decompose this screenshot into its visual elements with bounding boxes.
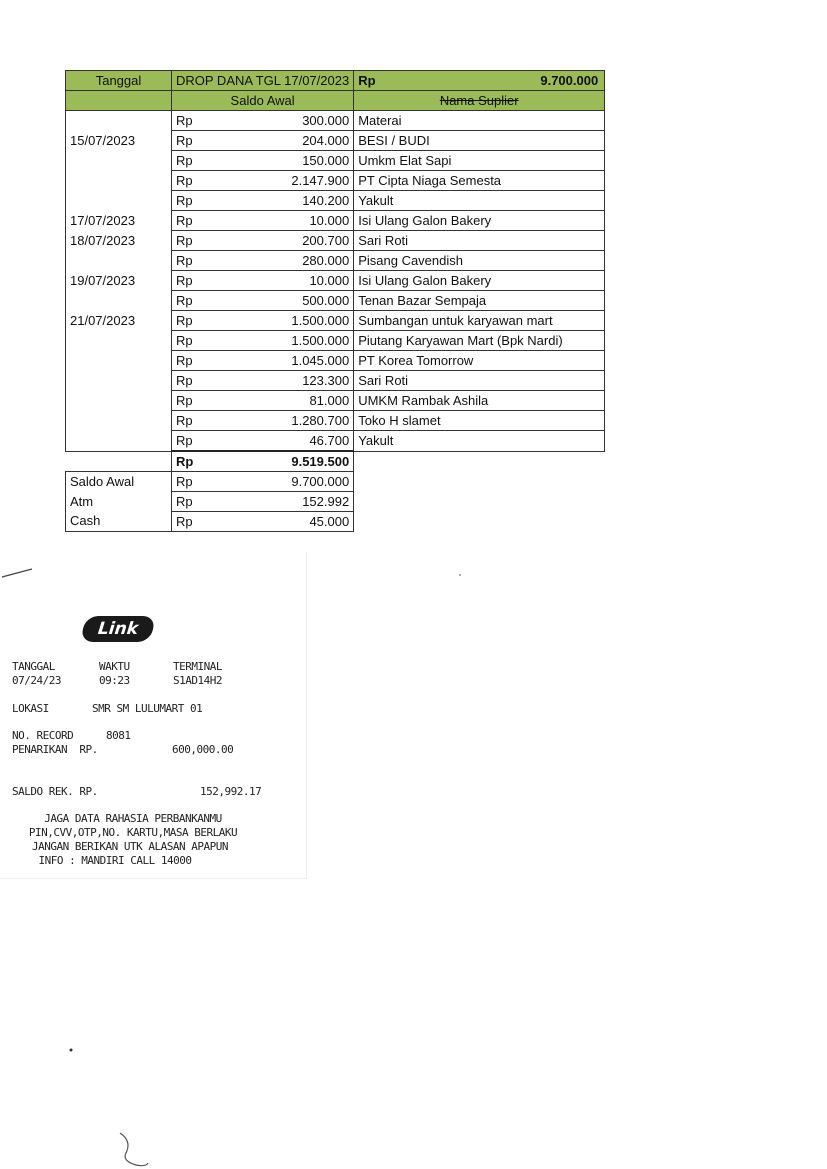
amount-cell: 300.000 [207, 111, 354, 131]
receipt-penarikan: 600,000.00 [172, 743, 234, 756]
supplier-cell: Sari Roti [354, 231, 605, 251]
currency-cell: Rp [172, 271, 208, 291]
date-cell: 21/07/2023 [66, 311, 172, 331]
date-cell: 15/07/2023 [66, 131, 172, 151]
supplier-cell: Tenan Bazar Sempaja [354, 291, 605, 311]
supplier-cell: Yakult [354, 431, 605, 452]
summary-currency-cell: Rp [172, 492, 208, 512]
amount-cell: 1.045.000 [207, 351, 354, 371]
dust-dot [70, 1049, 73, 1052]
receipt-footer-line-3: JANGAN BERIKAN UTK ALASAN APAPUN [32, 840, 228, 853]
drop-rp-label: Rp [358, 72, 376, 88]
summary-amount-cell: 152.992 [207, 492, 354, 512]
currency-cell: Rp [172, 391, 208, 411]
summary-label-cell: Cash [66, 512, 172, 532]
amount-cell: 10.000 [207, 211, 354, 231]
amount-cell: 200.700 [207, 231, 354, 251]
amount-cell: 46.700 [207, 431, 354, 452]
supplier-cell: Isi Ulang Galon Bakery [354, 211, 605, 231]
supplier-cell: Sari Roti [354, 371, 605, 391]
dust-dot [459, 574, 461, 576]
receipt-footer-line-1: JAGA DATA RAHASIA PERBANKANMU [44, 812, 222, 825]
receipt-record-label: NO. RECORD [12, 729, 74, 742]
saldo-awal-header: Saldo Awal [172, 91, 354, 111]
summary-amount-cell: 45.000 [207, 512, 354, 532]
currency-cell: Rp [172, 291, 208, 311]
currency-cell: Rp [172, 431, 208, 452]
receipt-lokasi-label: LOKASI [12, 702, 49, 715]
currency-cell: Rp [172, 211, 208, 231]
supplier-cell: Sumbangan untuk karyawan mart [354, 311, 605, 331]
receipt-saldo: 152,992.17 [200, 785, 262, 798]
receipt-terminal-label: TERMINAL [173, 660, 222, 673]
drop-amount-value: 9.700.000 [540, 72, 599, 88]
date-cell: 18/07/2023 [66, 231, 172, 251]
supplier-cell: PT Cipta Niaga Semesta [354, 171, 605, 191]
amount-cell: 1.500.000 [207, 331, 354, 351]
currency-cell: Rp [172, 171, 208, 191]
drop-dana-header: DROP DANA TGL 17/07/2023 [172, 71, 354, 91]
supplier-cell: UMKM Rambak Ashila [354, 391, 605, 411]
supplier-cell: Pisang Cavendish [354, 251, 605, 271]
receipt-saldo-label: SALDO REK. RP. [12, 785, 98, 798]
total-amount-cell: 9.519.500 [207, 451, 354, 472]
summary-label-cell: Saldo Awal [66, 472, 172, 492]
amount-cell: 280.000 [207, 251, 354, 271]
currency-cell: Rp [172, 371, 208, 391]
date-cell: 17/07/2023 [66, 211, 172, 231]
date-cell: 19/07/2023 [66, 271, 172, 291]
supplier-cell: PT Korea Tomorrow [354, 351, 605, 371]
amount-cell: 140.200 [207, 191, 354, 211]
currency-cell: Rp [172, 351, 208, 371]
currency-cell: Rp [172, 411, 208, 431]
currency-cell: Rp [172, 231, 208, 251]
amount-cell: 2.147.900 [207, 171, 354, 191]
currency-cell: Rp [172, 331, 208, 351]
receipt-tanggal: 07/24/23 [12, 674, 61, 687]
supplier-cell: Piutang Karyawan Mart (Bpk Nardi) [354, 331, 605, 351]
supplier-cell: BESI / BUDI [354, 131, 605, 151]
amount-cell: 81.000 [207, 391, 354, 411]
receipt-footer-line-2: PIN,CVV,OTP,NO. KARTU,MASA BERLAKU [28, 826, 238, 839]
receipt-penarikan-label: PENARIKAN RP. [12, 743, 98, 756]
nama-suplier-header: Nama Suplier [354, 91, 605, 111]
amount-cell: 1.500.000 [207, 311, 354, 331]
total-currency-cell: Rp [172, 451, 208, 472]
currency-cell: Rp [172, 191, 208, 211]
receipt-terminal: S1AD14H2 [173, 674, 222, 687]
amount-cell: 1.280.700 [207, 411, 354, 431]
currency-cell: Rp [172, 151, 208, 171]
supplier-cell: Yakult [354, 191, 605, 211]
link-logo: Link [80, 616, 156, 642]
receipt-lokasi: SMR SM LULUMART 01 [92, 702, 203, 715]
currency-cell: Rp [172, 111, 208, 131]
tanggal-header: Tanggal [66, 71, 172, 91]
currency-cell: Rp [172, 311, 208, 331]
receipt-tanggal-label: TANGGAL [12, 660, 55, 673]
receipt-waktu: 09:23 [99, 674, 130, 687]
supplier-cell: Umkm Elat Sapi [354, 151, 605, 171]
summary-currency-cell: Rp [172, 512, 208, 532]
summary-currency-cell: Rp [172, 472, 208, 492]
amount-cell: 204.000 [207, 131, 354, 151]
amount-cell: 10.000 [207, 271, 354, 291]
amount-cell: 150.000 [207, 151, 354, 171]
currency-cell: Rp [172, 131, 208, 151]
amount-cell: 123.300 [207, 371, 354, 391]
supplier-cell: Materai [354, 111, 605, 131]
currency-cell: Rp [172, 251, 208, 271]
pen-scribble-mark [120, 1133, 148, 1166]
supplier-cell: Toko H slamet [354, 411, 605, 431]
supplier-cell: Isi Ulang Galon Bakery [354, 271, 605, 291]
amount-cell: 500.000 [207, 291, 354, 311]
receipt-footer-line-4: INFO : MANDIRI CALL 14000 [38, 854, 192, 867]
receipt-record: 8081 [106, 729, 131, 742]
receipt-waktu-label: WAKTU [99, 660, 130, 673]
pen-stroke-mark [2, 569, 32, 577]
summary-label-cell: Atm [66, 492, 172, 512]
summary-amount-cell: 9.700.000 [207, 472, 354, 492]
